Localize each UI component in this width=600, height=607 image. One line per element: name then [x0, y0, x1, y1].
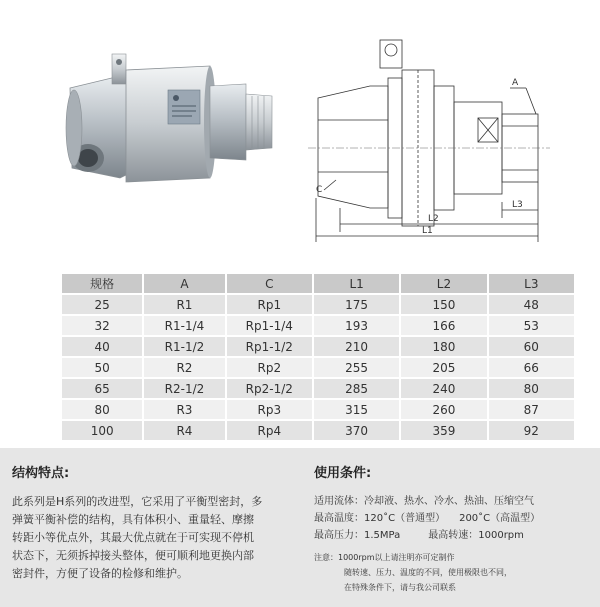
cell-l3: 92: [489, 421, 574, 440]
cell-a: R2: [144, 358, 224, 377]
cell-a: R3: [144, 400, 224, 419]
cell-spec: 50: [62, 358, 142, 377]
header-l1: L1: [314, 274, 399, 293]
technical-drawing: [300, 30, 600, 245]
cell-l1: 175: [314, 295, 399, 314]
info-panel: [0, 448, 600, 607]
cell-spec: 80: [62, 400, 142, 419]
features-line: 此系列是H系列的改进型，它采用了平衡型密封，多: [12, 495, 263, 508]
header-a: A: [144, 274, 224, 293]
notes: [314, 550, 594, 595]
features-line: 密封件，方便了设备的检修和维护。: [12, 567, 188, 580]
cell-a: R2-1/2: [144, 379, 224, 398]
fluid-value: 冷却液、热水、冷水、热油、压缩空气: [364, 496, 534, 507]
temp-high: 200˚C（高温型）: [459, 513, 541, 524]
cell-l3: 80: [489, 379, 574, 398]
dim-a-label: A: [512, 78, 519, 88]
cell-spec: 40: [62, 337, 142, 356]
note-line: 随转速、压力、温度的不同，使用极限也不同，: [344, 568, 512, 577]
table-row: [62, 337, 574, 356]
fluid-label: 适用流体：: [314, 496, 364, 507]
dim-l1-label: L1: [422, 226, 433, 236]
product-photo: [60, 40, 280, 210]
features-heading: 结构特点:: [12, 466, 70, 481]
features-line: 状态下，无须拆掉接头整体，便可顺利地更换内部: [12, 549, 254, 562]
cell-l2: 260: [401, 400, 486, 419]
cell-l1: 315: [314, 400, 399, 419]
table-row: [62, 421, 574, 440]
cell-c: Rp1-1/4: [227, 316, 312, 335]
cell-spec: 32: [62, 316, 142, 335]
cell-l3: 60: [489, 337, 574, 356]
cell-c: Rp4: [227, 421, 312, 440]
table-header-row: [62, 274, 574, 293]
temp-normal: 120˚C（普通型）: [364, 513, 446, 524]
cell-l2: 205: [401, 358, 486, 377]
cell-l3: 87: [489, 400, 574, 419]
table-row: [62, 358, 574, 377]
spec-table: [60, 272, 576, 442]
note-line: 在特殊条件下，请与我公司联系: [344, 583, 456, 592]
conditions-heading: 使用条件:: [314, 466, 372, 481]
cell-l2: 180: [401, 337, 486, 356]
cell-c: Rp1: [227, 295, 312, 314]
note-line: 注意：1000rpm以上请注明亦可定制作: [314, 553, 455, 562]
cell-l2: 240: [401, 379, 486, 398]
pressure-value: 1.5MPa: [364, 530, 401, 541]
features-section: [12, 462, 297, 583]
features-line: 弹簧平衡补偿的结构，具有体积小、重量轻、摩擦: [12, 513, 254, 526]
cell-l2: 359: [401, 421, 486, 440]
cell-a: R1: [144, 295, 224, 314]
header-l3: L3: [489, 274, 574, 293]
temp-row: [314, 510, 594, 527]
cell-l3: 66: [489, 358, 574, 377]
table-row: [62, 316, 574, 335]
features-line: 转距小等优点外，其最大优点就在于可实现不停机: [12, 531, 254, 544]
cell-l3: 53: [489, 316, 574, 335]
table-row: [62, 379, 574, 398]
cell-l1: 210: [314, 337, 399, 356]
cell-l2: 150: [401, 295, 486, 314]
header-c: C: [227, 274, 312, 293]
cell-c: Rp1-1/2: [227, 337, 312, 356]
conditions-section: [314, 462, 594, 595]
header-l2: L2: [401, 274, 486, 293]
cell-spec: 100: [62, 421, 142, 440]
cell-c: Rp2-1/2: [227, 379, 312, 398]
table-row: [62, 295, 574, 314]
temp-label: 最高温度：: [314, 513, 364, 524]
cell-c: Rp3: [227, 400, 312, 419]
speed-label: 最高转速：: [428, 530, 479, 541]
cell-l2: 166: [401, 316, 486, 335]
header-spec: 规格: [62, 274, 142, 293]
cell-a: R1-1/2: [144, 337, 224, 356]
dim-l3-label: L3: [512, 200, 523, 210]
cell-spec: 65: [62, 379, 142, 398]
cell-l1: 370: [314, 421, 399, 440]
fluid-row: [314, 493, 594, 510]
table-row: [62, 400, 574, 419]
cell-c: Rp2: [227, 358, 312, 377]
cell-a: R4: [144, 421, 224, 440]
speed-value: 1000rpm: [478, 530, 524, 541]
cell-l3: 48: [489, 295, 574, 314]
cell-l1: 285: [314, 379, 399, 398]
cell-l1: 255: [314, 358, 399, 377]
cell-spec: 25: [62, 295, 142, 314]
cell-l1: 193: [314, 316, 399, 335]
dim-l2-label: L2: [428, 214, 439, 224]
pressure-label: 最高压力：: [314, 530, 364, 541]
pressure-speed-row: [314, 527, 594, 544]
dim-c-label: C: [316, 185, 323, 195]
cell-a: R1-1/4: [144, 316, 224, 335]
